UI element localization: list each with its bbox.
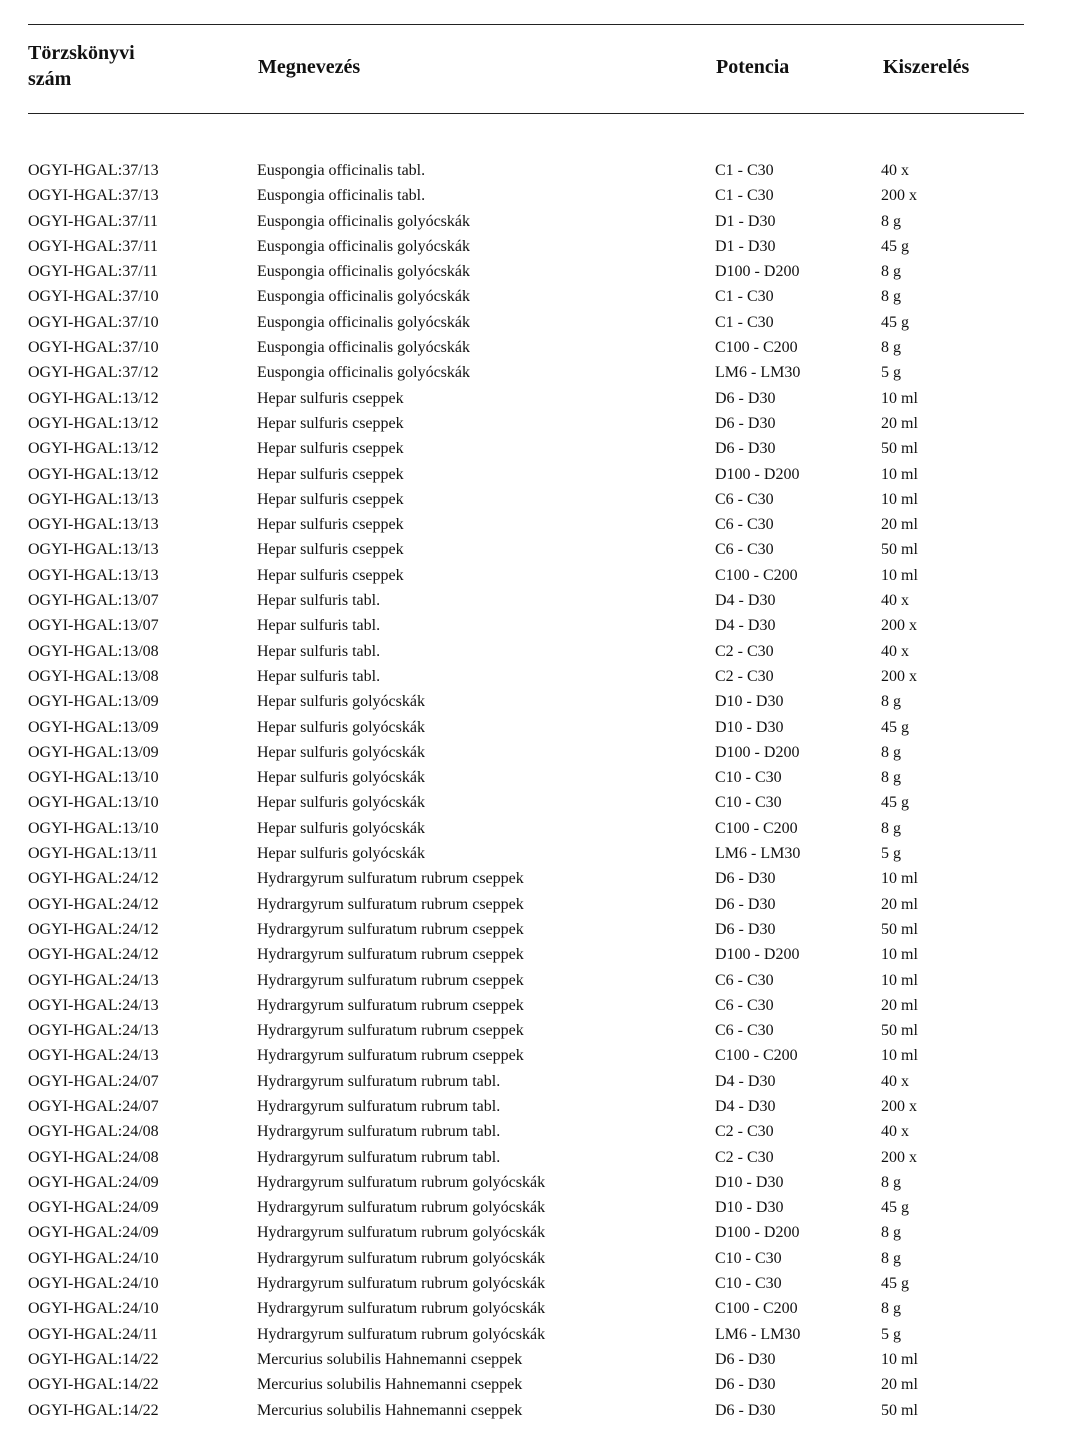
table-row (0, 1170, 1070, 1195)
cell-potencia: D100 - D200 (715, 1224, 800, 1242)
cell-kiszereles: 40 x (881, 1072, 909, 1090)
cell-megnevezes: Hydrargyrum sulfuratum rubrum tabl. (257, 1072, 501, 1090)
cell-torzskonyvi-szam: OGYI-HGAL:37/10 (28, 288, 159, 306)
table-row (0, 411, 1070, 436)
cell-potencia: D100 - D200 (715, 743, 800, 761)
cell-megnevezes: Hepar sulfuris golyócskák (257, 845, 425, 863)
cell-kiszereles: 45 g (881, 794, 909, 812)
cell-potencia: C1 - C30 (715, 313, 774, 331)
cell-kiszereles: 10 ml (881, 1350, 918, 1368)
table-row (0, 1246, 1070, 1271)
cell-potencia: C6 - C30 (715, 516, 774, 534)
cell-potencia: D6 - D30 (715, 1376, 776, 1394)
table-row (0, 968, 1070, 993)
cell-torzskonyvi-szam: OGYI-HGAL:13/10 (28, 794, 159, 812)
cell-kiszereles: 10 ml (881, 389, 918, 407)
cell-megnevezes: Hepar sulfuris cseppek (257, 566, 404, 584)
cell-kiszereles: 8 g (881, 693, 901, 711)
cell-megnevezes: Hydrargyrum sulfuratum rubrum cseppek (257, 895, 524, 913)
cell-megnevezes: Euspongia officinalis golyócskák (257, 364, 470, 382)
cell-megnevezes: Hydrargyrum sulfuratum rubrum tabl. (257, 1148, 501, 1166)
cell-kiszereles: 8 g (881, 1173, 901, 1191)
cell-megnevezes: Euspongia officinalis golyócskák (257, 339, 470, 357)
cell-potencia: D100 - D200 (715, 946, 800, 964)
cell-megnevezes: Hydrargyrum sulfuratum rubrum golyócskák (257, 1224, 546, 1242)
cell-kiszereles: 45 g (881, 718, 909, 736)
cell-torzskonyvi-szam: OGYI-HGAL:24/12 (28, 870, 159, 888)
cell-megnevezes: Hydrargyrum sulfuratum rubrum golyócskák (257, 1249, 546, 1267)
cell-megnevezes: Hepar sulfuris golyócskák (257, 718, 425, 736)
cell-torzskonyvi-szam: OGYI-HGAL:14/22 (28, 1401, 159, 1419)
cell-kiszereles: 50 ml (881, 1401, 918, 1419)
cell-potencia: D4 - D30 (715, 1097, 776, 1115)
cell-kiszereles: 8 g (881, 769, 901, 787)
table-row (0, 841, 1070, 866)
cell-potencia: D10 - D30 (715, 693, 784, 711)
cell-potencia: C6 - C30 (715, 996, 774, 1014)
cell-torzskonyvi-szam: OGYI-HGAL:24/10 (28, 1249, 159, 1267)
column-header-torzskonyvi-line1: Törzskönyvi (28, 42, 135, 64)
cell-megnevezes: Hydrargyrum sulfuratum rubrum cseppek (257, 971, 524, 989)
cell-torzskonyvi-szam: OGYI-HGAL:13/07 (28, 617, 159, 635)
cell-megnevezes: Hepar sulfuris cseppek (257, 490, 404, 508)
cell-torzskonyvi-szam: OGYI-HGAL:37/10 (28, 313, 159, 331)
cell-kiszereles: 8 g (881, 263, 901, 281)
cell-megnevezes: Hepar sulfuris tabl. (257, 642, 381, 660)
cell-megnevezes: Hepar sulfuris cseppek (257, 389, 404, 407)
cell-megnevezes: Euspongia officinalis golyócskák (257, 212, 470, 230)
cell-megnevezes: Hepar sulfuris cseppek (257, 414, 404, 432)
cell-kiszereles: 40 x (881, 1123, 909, 1141)
cell-kiszereles: 45 g (881, 313, 909, 331)
cell-kiszereles: 10 ml (881, 946, 918, 964)
table-row (0, 259, 1070, 284)
cell-megnevezes: Hydrargyrum sulfuratum rubrum tabl. (257, 1097, 501, 1115)
cell-potencia: C100 - C200 (715, 819, 798, 837)
cell-potencia: D100 - D200 (715, 465, 800, 483)
cell-megnevezes: Hydrargyrum sulfuratum rubrum cseppek (257, 870, 524, 888)
cell-potencia: D6 - D30 (715, 1350, 776, 1368)
cell-potencia: D6 - D30 (715, 895, 776, 913)
cell-megnevezes: Hepar sulfuris cseppek (257, 541, 404, 559)
cell-megnevezes: Hepar sulfuris golyócskák (257, 794, 425, 812)
cell-megnevezes: Hepar sulfuris cseppek (257, 465, 404, 483)
cell-torzskonyvi-szam: OGYI-HGAL:37/13 (28, 187, 159, 205)
cell-megnevezes: Hydrargyrum sulfuratum rubrum golyócskák (257, 1173, 546, 1191)
cell-kiszereles: 5 g (881, 1325, 901, 1343)
cell-kiszereles: 20 ml (881, 1376, 918, 1394)
cell-potencia: D1 - D30 (715, 212, 776, 230)
cell-kiszereles: 10 ml (881, 566, 918, 584)
cell-torzskonyvi-szam: OGYI-HGAL:24/09 (28, 1224, 159, 1242)
cell-kiszereles: 50 ml (881, 541, 918, 559)
cell-potencia: C2 - C30 (715, 667, 774, 685)
cell-megnevezes: Euspongia officinalis golyócskák (257, 263, 470, 281)
cell-torzskonyvi-szam: OGYI-HGAL:24/07 (28, 1097, 159, 1115)
cell-megnevezes: Hepar sulfuris tabl. (257, 617, 381, 635)
cell-torzskonyvi-szam: OGYI-HGAL:24/08 (28, 1148, 159, 1166)
cell-kiszereles: 20 ml (881, 414, 918, 432)
cell-megnevezes: Hydrargyrum sulfuratum rubrum golyócskák (257, 1199, 546, 1217)
cell-kiszereles: 8 g (881, 819, 901, 837)
cell-potencia: D6 - D30 (715, 870, 776, 888)
cell-kiszereles: 10 ml (881, 971, 918, 989)
cell-potencia: C1 - C30 (715, 288, 774, 306)
table-row (0, 1094, 1070, 1119)
cell-potencia: C2 - C30 (715, 1148, 774, 1166)
table-row (0, 436, 1070, 461)
table-row (0, 942, 1070, 967)
cell-kiszereles: 200 x (881, 1097, 917, 1115)
table-row (0, 462, 1070, 487)
cell-kiszereles: 8 g (881, 1224, 901, 1242)
cell-torzskonyvi-szam: OGYI-HGAL:24/13 (28, 1022, 159, 1040)
cell-torzskonyvi-szam: OGYI-HGAL:24/07 (28, 1072, 159, 1090)
cell-torzskonyvi-szam: OGYI-HGAL:37/13 (28, 162, 159, 179)
cell-torzskonyvi-szam: OGYI-HGAL:13/08 (28, 642, 159, 660)
table-row (0, 284, 1070, 309)
table-row (0, 664, 1070, 689)
table-row (0, 1220, 1070, 1245)
cell-torzskonyvi-szam: OGYI-HGAL:13/13 (28, 516, 159, 534)
cell-megnevezes: Hydrargyrum sulfuratum rubrum cseppek (257, 920, 524, 938)
cell-megnevezes: Hepar sulfuris golyócskák (257, 819, 425, 837)
column-header-torzskonyvi-line2: szám (28, 68, 72, 90)
cell-megnevezes: Hepar sulfuris tabl. (257, 592, 381, 610)
cell-potencia: C6 - C30 (715, 971, 774, 989)
cell-kiszereles: 5 g (881, 364, 901, 382)
cell-megnevezes: Hydrargyrum sulfuratum rubrum golyócskák (257, 1300, 546, 1318)
table-row (0, 1372, 1070, 1397)
cell-megnevezes: Euspongia officinalis golyócskák (257, 288, 470, 306)
cell-potencia: C10 - C30 (715, 1249, 782, 1267)
cell-torzskonyvi-szam: OGYI-HGAL:13/07 (28, 592, 159, 610)
cell-potencia: C2 - C30 (715, 642, 774, 660)
cell-torzskonyvi-szam: OGYI-HGAL:13/12 (28, 389, 159, 407)
cell-megnevezes: Hepar sulfuris golyócskák (257, 693, 425, 711)
table-row (0, 1398, 1070, 1423)
cell-potencia: LM6 - LM30 (715, 1325, 801, 1343)
cell-kiszereles: 40 x (881, 642, 909, 660)
cell-megnevezes: Hydrargyrum sulfuratum rubrum tabl. (257, 1123, 501, 1141)
cell-torzskonyvi-szam: OGYI-HGAL:24/12 (28, 895, 159, 913)
cell-megnevezes: Mercurius solubilis Hahnemanni cseppek (257, 1401, 523, 1419)
cell-potencia: D6 - D30 (715, 1401, 776, 1419)
cell-megnevezes: Hydrargyrum sulfuratum rubrum cseppek (257, 1022, 524, 1040)
cell-torzskonyvi-szam: OGYI-HGAL:13/09 (28, 693, 159, 711)
table-row (0, 234, 1070, 259)
cell-kiszereles: 20 ml (881, 996, 918, 1014)
cell-megnevezes: Hepar sulfuris golyócskák (257, 743, 425, 761)
cell-kiszereles: 200 x (881, 187, 917, 205)
cell-potencia: C10 - C30 (715, 769, 782, 787)
table-row (0, 790, 1070, 815)
table-row (0, 1195, 1070, 1220)
cell-torzskonyvi-szam: OGYI-HGAL:24/09 (28, 1199, 159, 1217)
cell-torzskonyvi-szam: OGYI-HGAL:37/11 (28, 237, 159, 255)
cell-torzskonyvi-szam: OGYI-HGAL:24/13 (28, 996, 159, 1014)
cell-potencia: C10 - C30 (715, 1275, 782, 1293)
cell-megnevezes: Hepar sulfuris cseppek (257, 440, 404, 458)
cell-potencia: C100 - C200 (715, 1300, 798, 1318)
cell-torzskonyvi-szam: OGYI-HGAL:13/08 (28, 667, 159, 685)
cell-potencia: C6 - C30 (715, 490, 774, 508)
cell-kiszereles: 50 ml (881, 920, 918, 938)
table-row (0, 1322, 1070, 1347)
table-row (0, 765, 1070, 790)
cell-kiszereles: 5 g (881, 845, 901, 863)
cell-torzskonyvi-szam: OGYI-HGAL:13/13 (28, 490, 159, 508)
cell-megnevezes: Hepar sulfuris cseppek (257, 516, 404, 534)
cell-kiszereles: 8 g (881, 743, 901, 761)
table-row (0, 866, 1070, 891)
table-row (0, 183, 1070, 208)
table-row (0, 512, 1070, 537)
cell-megnevezes: Hydrargyrum sulfuratum rubrum cseppek (257, 996, 524, 1014)
cell-kiszereles: 20 ml (881, 516, 918, 534)
cell-kiszereles: 8 g (881, 1300, 901, 1318)
table-row (0, 1069, 1070, 1094)
cell-megnevezes: Hydrargyrum sulfuratum rubrum golyócskák (257, 1325, 546, 1343)
cell-torzskonyvi-szam: OGYI-HGAL:24/08 (28, 1123, 159, 1141)
cell-megnevezes: Hydrargyrum sulfuratum rubrum golyócskák (257, 1275, 546, 1293)
table-row (0, 563, 1070, 588)
table-row (0, 386, 1070, 411)
cell-megnevezes: Euspongia officinalis golyócskák (257, 313, 470, 331)
header-top-rule (28, 24, 1024, 25)
cell-potencia: C6 - C30 (715, 1022, 774, 1040)
column-header-megnevezes: Megnevezés (258, 56, 361, 78)
cell-megnevezes: Euspongia officinalis tabl. (257, 162, 426, 179)
cell-kiszereles: 10 ml (881, 490, 918, 508)
cell-torzskonyvi-szam: OGYI-HGAL:24/12 (28, 946, 159, 964)
cell-potencia: D4 - D30 (715, 592, 776, 610)
cell-potencia: D6 - D30 (715, 920, 776, 938)
table-row (0, 1119, 1070, 1144)
cell-torzskonyvi-szam: OGYI-HGAL:13/09 (28, 743, 159, 761)
table-row (0, 1271, 1070, 1296)
cell-torzskonyvi-szam: OGYI-HGAL:24/10 (28, 1275, 159, 1293)
cell-torzskonyvi-szam: OGYI-HGAL:13/13 (28, 541, 159, 559)
cell-kiszereles: 200 x (881, 1148, 917, 1166)
table-row (0, 715, 1070, 740)
table-row (0, 689, 1070, 714)
cell-torzskonyvi-szam: OGYI-HGAL:13/12 (28, 440, 159, 458)
cell-kiszereles: 8 g (881, 1249, 901, 1267)
cell-torzskonyvi-szam: OGYI-HGAL:13/13 (28, 566, 159, 584)
cell-kiszereles: 45 g (881, 1199, 909, 1217)
cell-kiszereles: 45 g (881, 1275, 909, 1293)
table-row (0, 993, 1070, 1018)
table-row (0, 639, 1070, 664)
table-row (0, 1145, 1070, 1170)
cell-torzskonyvi-szam: OGYI-HGAL:24/12 (28, 920, 159, 938)
cell-megnevezes: Hepar sulfuris tabl. (257, 667, 381, 685)
cell-potencia: C10 - C30 (715, 794, 782, 812)
table-row (0, 537, 1070, 562)
table-row (0, 892, 1070, 917)
cell-torzskonyvi-szam: OGYI-HGAL:24/09 (28, 1173, 159, 1191)
header-bottom-rule (28, 113, 1024, 114)
cell-megnevezes: Mercurius solubilis Hahnemanni cseppek (257, 1376, 523, 1394)
cell-potencia: D1 - D30 (715, 237, 776, 255)
cell-potencia: D4 - D30 (715, 1072, 776, 1090)
cell-torzskonyvi-szam: OGYI-HGAL:13/10 (28, 769, 159, 787)
cell-potencia: D6 - D30 (715, 389, 776, 407)
cell-torzskonyvi-szam: OGYI-HGAL:24/13 (28, 1047, 159, 1065)
cell-potencia: LM6 - LM30 (715, 845, 801, 863)
cell-potencia: C1 - C30 (715, 162, 774, 179)
cell-torzskonyvi-szam: OGYI-HGAL:24/11 (28, 1325, 159, 1343)
cell-torzskonyvi-szam: OGYI-HGAL:13/09 (28, 718, 159, 736)
cell-potencia: D100 - D200 (715, 263, 800, 281)
cell-kiszereles: 10 ml (881, 870, 918, 888)
cell-torzskonyvi-szam: OGYI-HGAL:37/12 (28, 364, 159, 382)
table-row (0, 816, 1070, 841)
cell-kiszereles: 10 ml (881, 1047, 918, 1065)
cell-torzskonyvi-szam: OGYI-HGAL:13/12 (28, 414, 159, 432)
table-row (0, 1296, 1070, 1321)
cell-potencia: C100 - C200 (715, 566, 798, 584)
cell-kiszereles: 45 g (881, 237, 909, 255)
cell-kiszereles: 8 g (881, 288, 901, 306)
product-table-body (0, 158, 1070, 1423)
table-row (0, 1347, 1070, 1372)
column-header-torzskonyvi-szam (28, 40, 228, 92)
cell-kiszereles: 200 x (881, 667, 917, 685)
cell-kiszereles: 50 ml (881, 440, 918, 458)
cell-torzskonyvi-szam: OGYI-HGAL:14/22 (28, 1376, 159, 1394)
cell-potencia: D6 - D30 (715, 440, 776, 458)
table-row (0, 360, 1070, 385)
cell-torzskonyvi-szam: OGYI-HGAL:13/12 (28, 465, 159, 483)
cell-kiszereles: 40 x (881, 592, 909, 610)
cell-kiszereles: 20 ml (881, 895, 918, 913)
cell-torzskonyvi-szam: OGYI-HGAL:24/13 (28, 971, 159, 989)
cell-potencia: C2 - C30 (715, 1123, 774, 1141)
cell-potencia: C1 - C30 (715, 187, 774, 205)
cell-kiszereles: 50 ml (881, 1022, 918, 1040)
cell-megnevezes: Euspongia officinalis tabl. (257, 187, 426, 205)
table-row (0, 209, 1070, 234)
cell-kiszereles: 8 g (881, 339, 901, 357)
table-row (0, 613, 1070, 638)
table-row (0, 917, 1070, 942)
cell-torzskonyvi-szam: OGYI-HGAL:37/11 (28, 212, 159, 230)
table-row (0, 487, 1070, 512)
table-row (0, 335, 1070, 360)
cell-kiszereles: 10 ml (881, 465, 918, 483)
cell-potencia: D10 - D30 (715, 718, 784, 736)
cell-megnevezes: Hydrargyrum sulfuratum rubrum cseppek (257, 1047, 524, 1065)
table-row (0, 1018, 1070, 1043)
table-row (0, 310, 1070, 335)
cell-kiszereles: 8 g (881, 212, 901, 230)
cell-potencia: D10 - D30 (715, 1173, 784, 1191)
column-header-potencia: Potencia (716, 56, 790, 78)
cell-potencia: C100 - C200 (715, 339, 798, 357)
cell-torzskonyvi-szam: OGYI-HGAL:13/10 (28, 819, 159, 837)
cell-potencia: D6 - D30 (715, 414, 776, 432)
cell-megnevezes: Hydrargyrum sulfuratum rubrum cseppek (257, 946, 524, 964)
table-row (0, 158, 1070, 183)
table-row (0, 740, 1070, 765)
cell-kiszereles: 200 x (881, 617, 917, 635)
cell-torzskonyvi-szam: OGYI-HGAL:37/11 (28, 263, 159, 281)
table-row (0, 1043, 1070, 1068)
cell-torzskonyvi-szam: OGYI-HGAL:24/10 (28, 1300, 159, 1318)
cell-potencia: LM6 - LM30 (715, 364, 801, 382)
cell-torzskonyvi-szam: OGYI-HGAL:14/22 (28, 1350, 159, 1368)
cell-potencia: D4 - D30 (715, 617, 776, 635)
cell-megnevezes: Mercurius solubilis Hahnemanni cseppek (257, 1350, 523, 1368)
cell-megnevezes: Hepar sulfuris golyócskák (257, 769, 425, 787)
cell-megnevezes: Euspongia officinalis golyócskák (257, 237, 470, 255)
cell-torzskonyvi-szam: OGYI-HGAL:37/10 (28, 339, 159, 357)
table-row (0, 588, 1070, 613)
cell-potencia: C100 - C200 (715, 1047, 798, 1065)
cell-potencia: D10 - D30 (715, 1199, 784, 1217)
cell-potencia: C6 - C30 (715, 541, 774, 559)
cell-torzskonyvi-szam: OGYI-HGAL:13/11 (28, 845, 159, 863)
cell-kiszereles: 40 x (881, 162, 909, 179)
column-header-kiszereles: Kiszerelés (883, 56, 970, 78)
